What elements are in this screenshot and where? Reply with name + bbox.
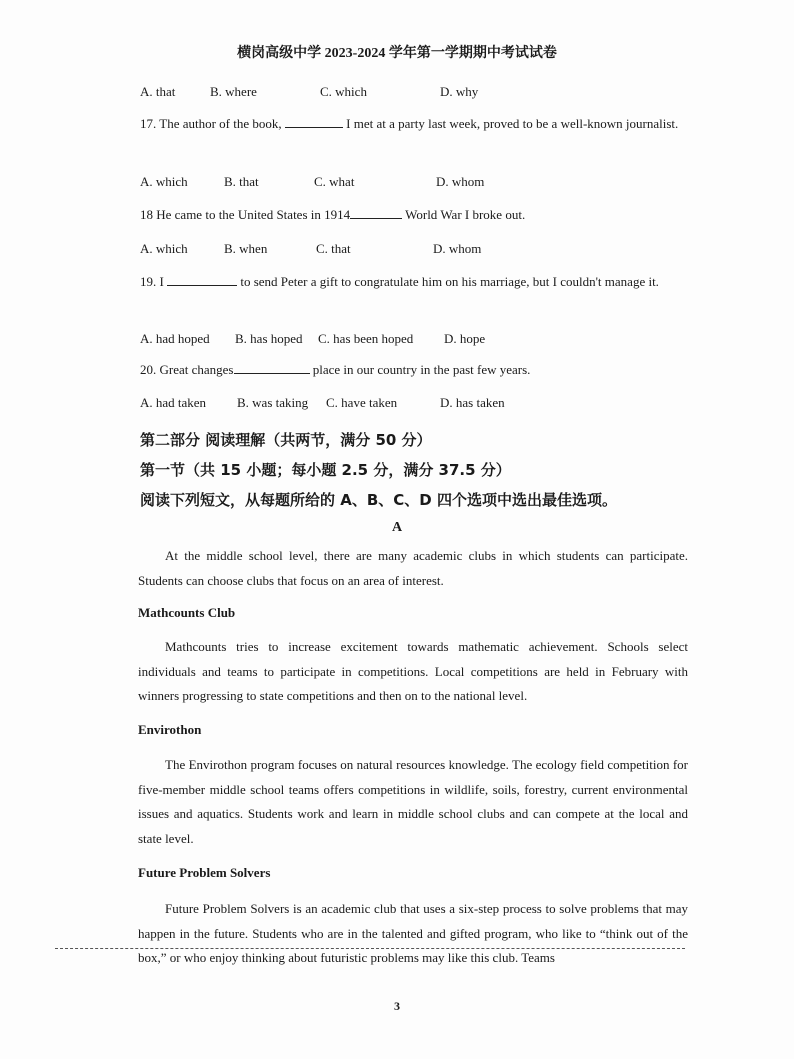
- q19-stem-before: 19. I: [140, 274, 168, 289]
- q18-options: [140, 241, 700, 261]
- q20-options: [140, 395, 700, 415]
- q19-stem-after: to send Peter a gift to congratulate him on his marriage, but I couldn't manage it.: [237, 274, 659, 289]
- q18-blank: [350, 204, 402, 219]
- q20-stem-after: place in our country in the past few years.: [309, 362, 531, 377]
- club-text-future-problem-solvers: Future Problem Solvers is an academic club that uses a six-step process to solve problems that may happen in the future. Students who are in the talented and gifted program, who like to “think out of the box,” or who enjoy thinking about futuristic problems may like this club. Teams: [138, 901, 688, 965]
- passage-label: A: [391, 520, 403, 535]
- section1-heading: 第一节（共 15 小题；每小题 2.5 分，满分 37.5 分）: [140, 461, 511, 479]
- q19-option-a: A. had hoped: [140, 331, 210, 346]
- passage-intro: At the middle school level, there are many academic clubs in which students can participate. Students can choose clubs that focus on an area of interest.: [138, 548, 688, 588]
- q18-option-b: B. when: [224, 241, 268, 256]
- q16-options: [140, 84, 700, 104]
- q17-stem-before: 17. The author of the book,: [140, 116, 285, 131]
- reading-instruction: 阅读下列短文，从每题所给的 A、B、C、D 四个选项中选出最佳选项。: [140, 491, 617, 509]
- q18-stem-before: 18 He came to the United States in 1914: [140, 207, 351, 222]
- scan-artifact-line: [55, 948, 685, 949]
- q20-blank: [234, 359, 310, 374]
- club-text-envirothon: The Envirothon program focuses on natural resources knowledge. The ecology field competition for five-member middle school teams offers competitions in wildlife, soils, forestry, current environmental issues and aquatics. Students work and learn in middle school clubs and can compete at the local and state level.: [138, 757, 688, 846]
- q17-blank: [285, 113, 343, 128]
- q19-options: [140, 331, 700, 351]
- q17-option-c: C. what: [314, 174, 355, 189]
- club-text-mathcounts: Mathcounts tries to increase excitement towards mathematic achievement. Schools select individuals and teams to participate in competitions. Local competitions are held in February with winners progressing to state competitions and then on to the national level.: [138, 639, 688, 703]
- q18-option-c: C. that: [316, 241, 351, 256]
- q17-option-d: D. whom: [436, 174, 485, 189]
- q17-option-a: A. which: [140, 174, 188, 189]
- page-number: 3: [394, 999, 400, 1013]
- q16-option-a: A. that: [140, 84, 176, 99]
- club-title-future-problem-solvers: Future Problem Solvers: [138, 865, 271, 880]
- q20-stem-before: 20. Great changes: [140, 362, 234, 377]
- q17-stem: [140, 112, 688, 136]
- q18-option-d: D. whom: [433, 241, 482, 256]
- q20-stem: [140, 358, 688, 382]
- q19-blank: [167, 271, 237, 286]
- exam-header-title: 横岗高级中学 2023-2024 学年第一学期期中考试试卷: [237, 46, 557, 61]
- part2-heading: 第二部分 阅读理解（共两节，满分 50 分）: [140, 431, 432, 449]
- q17-options: [140, 174, 700, 194]
- q16-option-c: C. which: [320, 84, 367, 99]
- club-title-envirothon: Envirothon: [138, 722, 202, 737]
- q16-option-d: D. why: [440, 84, 479, 99]
- q18-option-a: A. which: [140, 241, 188, 256]
- q20-option-d: D. has taken: [440, 395, 505, 410]
- q17-option-b: B. that: [224, 174, 259, 189]
- q17-stem-after: I met at a party last week, proved to be a well-known journalist.: [342, 116, 679, 131]
- q18-stem: [140, 203, 688, 227]
- club-title-mathcounts: Mathcounts Club: [138, 605, 236, 620]
- q20-option-c: C. have taken: [326, 395, 398, 410]
- q18-stem-after: World War I broke out.: [402, 207, 526, 222]
- q19-stem: [140, 270, 688, 294]
- q16-option-b: B. where: [210, 84, 257, 99]
- q19-option-b: B. has hoped: [235, 331, 303, 346]
- q20-option-a: A. had taken: [140, 395, 207, 410]
- q19-option-d: D. hope: [444, 331, 486, 346]
- q19-option-c: C. has been hoped: [318, 331, 414, 346]
- q20-option-b: B. was taking: [237, 395, 309, 410]
